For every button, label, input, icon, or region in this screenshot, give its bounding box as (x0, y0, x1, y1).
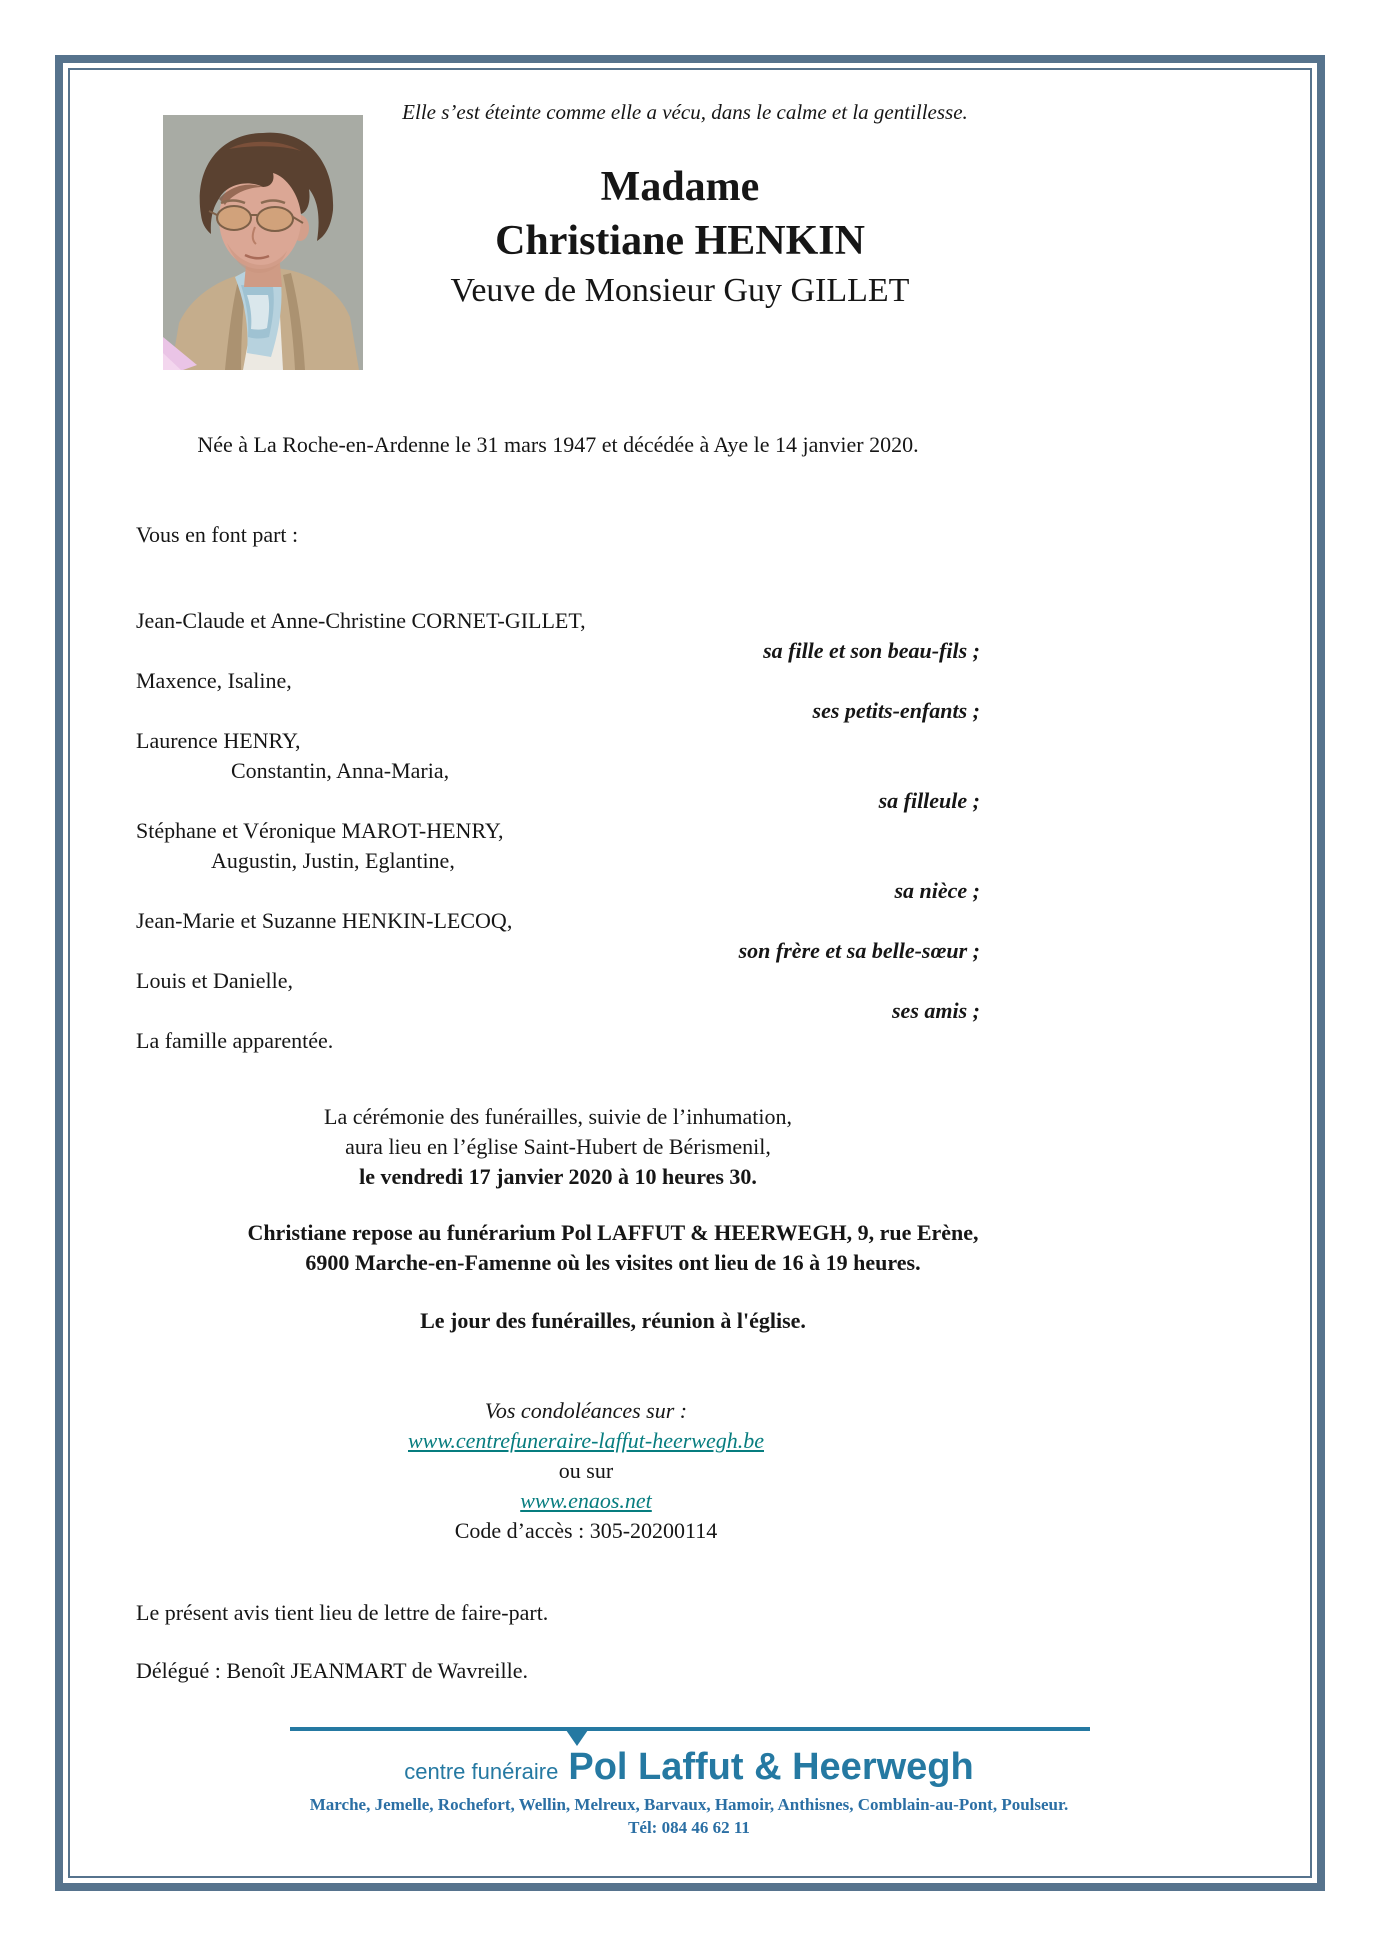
widow-subtitle: Veuve de Monsieur Guy GILLET (450, 272, 910, 309)
condolence-link-enaos[interactable]: www.enaos.net (520, 1488, 652, 1513)
footer-phone: Tél: 084 46 62 11 (628, 1818, 750, 1837)
family-list (136, 606, 980, 1056)
title-madame: Madame (600, 164, 760, 210)
birth-death-line: Née à La Roche-en-Ardenne le 31 mars 1947 et décédée à Aye le 14 janvier 2020. (197, 432, 919, 457)
relation-label: ses amis ; (892, 998, 980, 1023)
relation-label: sa fille et son beau-fils ; (763, 638, 980, 663)
family-member-line: Maxence, Isaline, (136, 668, 292, 693)
family-member-line: Laurence HENRY, (136, 728, 301, 753)
relation-label: sa filleule ; (878, 788, 980, 813)
family-member-line: Jean-Claude et Anne-Christine CORNET-GILLET, (136, 608, 586, 633)
family-member-line: Jean-Marie et Suzanne HENKIN-LECOQ, (136, 908, 513, 933)
family-member-line-indented: Augustin, Justin, Eglantine, (211, 848, 455, 873)
brand-name: Pol Laffut & Heerwegh (568, 1746, 974, 1788)
title-block (330, 160, 1030, 314)
relation-label: son frère et sa belle-sœur ; (738, 938, 980, 963)
repose-details (136, 1218, 1090, 1278)
deceased-name: Christiane HENKIN (495, 218, 865, 264)
reunion-line: Le jour des funérailles, réunion à l'église. (420, 1308, 806, 1333)
footer-locations: Marche, Jemelle, Rochefort, Wellin, Melreux, Barvaux, Hamoir, Anthisnes, Comblain-au-Pont, Poulseur. (309, 1795, 1069, 1814)
brand-triangle-icon (566, 1730, 588, 1746)
brand-name-wrap (568, 1746, 973, 1789)
condolence-link-centrefuneraire[interactable]: www.centrefuneraire-laffut-heerwegh.be (408, 1428, 764, 1453)
ceremony-line-1: La cérémonie des funérailles, suivie de l’inhumation, (324, 1104, 792, 1129)
condolences-heading: Vos condoléances sur : (484, 1398, 688, 1423)
family-member-line: Louis et Danielle, (136, 968, 294, 993)
epitaph-quote: Elle s’est éteinte comme elle a vécu, dans le calme et la gentillesse. (402, 100, 968, 124)
notice-avis: Le présent avis tient lieu de lettre de faire-part. (136, 1600, 549, 1625)
ceremony-date-line: le vendredi 17 janvier 2020 à 10 heures 30. (359, 1164, 757, 1189)
ceremony-line-2: aura lieu en l’église Saint-Hubert de Bérismenil, (345, 1134, 771, 1159)
brand-prefix: centre funéraire (404, 1759, 559, 1784)
repose-line-1: Christiane repose au funérarium Pol LAFFUT & HEERWEGH, 9, rue Erène, (247, 1220, 979, 1245)
relation-label: sa nièce ; (894, 878, 980, 903)
footer-divider-rule (290, 1727, 1090, 1731)
condolences-block (136, 1396, 1036, 1546)
access-code-line: Code d’accès : 305-20200114 (454, 1518, 718, 1543)
notice-delegate: Délégué : Benoît JEANMART de Wavreille. (136, 1658, 529, 1683)
announcement-intro: Vous en font part : (136, 522, 299, 547)
repose-line-2: 6900 Marche-en-Famenne où les visites ont lieu de 16 à 19 heures. (305, 1250, 921, 1275)
family-member-line: La famille apparentée. (136, 1028, 334, 1053)
funeral-home-brand (0, 1746, 1378, 1789)
relation-label: ses petits-enfants ; (812, 698, 980, 723)
family-member-line-indented: Constantin, Anna-Maria, (231, 758, 450, 783)
condolences-or-text: ou sur (558, 1458, 614, 1483)
ceremony-details (136, 1102, 980, 1192)
family-member-line: Stéphane et Véronique MAROT-HENRY, (136, 818, 504, 843)
